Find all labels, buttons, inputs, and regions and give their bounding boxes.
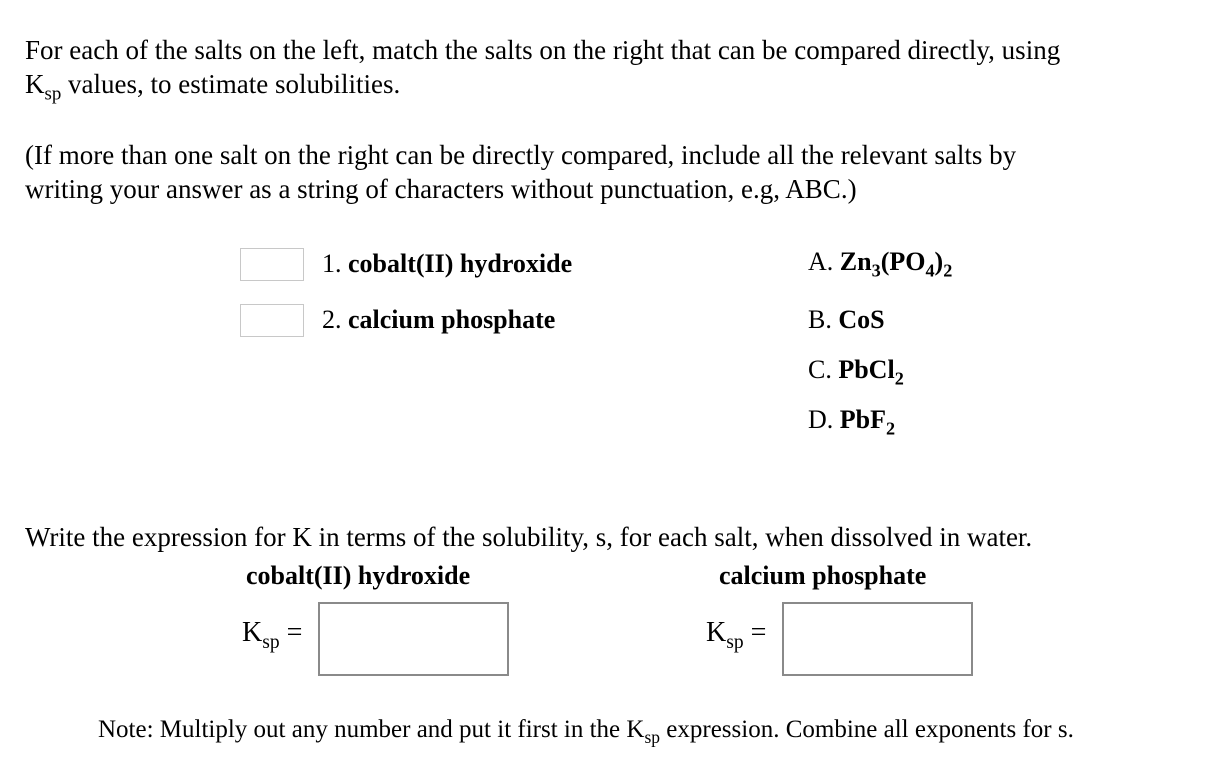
- intro-text: [25, 33, 1061, 105]
- item-number: 2.: [322, 305, 342, 334]
- item-letter: B.: [808, 305, 832, 334]
- salt-header-1: cobalt(II) hydroxide: [246, 561, 471, 590]
- item-letter: D.: [808, 405, 834, 434]
- instruction-text: [25, 138, 1016, 206]
- ksp-k: K: [25, 69, 45, 99]
- instruction-line-1: (If more than one salt on the right can be directly compared, include all the relevant salts by: [25, 140, 1017, 170]
- ksp-k: K: [706, 617, 727, 648]
- ksp-label-1: [242, 617, 303, 653]
- formula-sub: 2: [886, 418, 896, 439]
- formula-sub: 4: [925, 260, 935, 281]
- right-item-d: [808, 405, 896, 439]
- ksp-label-2: [706, 617, 767, 653]
- formula-part: PbCl: [838, 355, 895, 384]
- formula: [838, 355, 904, 389]
- ksp-k: K: [242, 617, 263, 648]
- note-text: Note: Multiply out any number and put it first in the K: [98, 716, 645, 743]
- ksp-sub: sp: [726, 631, 744, 653]
- match-input-2[interactable]: [240, 304, 304, 337]
- formula-sub: 2: [894, 368, 904, 389]
- expression-prompt: Write the expression for K in terms of the solubility, s, for each salt, when dissolved in water.: [25, 522, 1033, 552]
- item-name: cobalt(II) hydroxide: [348, 249, 573, 278]
- formula-part: (PO: [880, 247, 926, 276]
- intro-line-1: For each of the salts on the left, match the salts on the right that can be compared directly, using: [25, 35, 1061, 65]
- ksp-sub: sp: [262, 631, 280, 653]
- item-number: 1.: [322, 249, 342, 278]
- note: [98, 716, 1074, 748]
- formula-sub: 2: [943, 260, 953, 281]
- equals-sign: =: [286, 617, 303, 648]
- right-item-c: [808, 355, 904, 389]
- item-name: calcium phosphate: [348, 305, 556, 334]
- formula-part: ): [934, 247, 944, 276]
- formula-sub: 3: [871, 260, 881, 281]
- formula: [839, 247, 953, 281]
- left-item-2: [322, 305, 555, 335]
- item-letter: A.: [808, 247, 834, 276]
- right-item-a: [808, 247, 953, 281]
- item-letter: C.: [808, 355, 832, 384]
- right-item-b: [808, 305, 885, 335]
- ksp-sub: sp: [644, 727, 661, 748]
- ksp-input-1[interactable]: [318, 602, 509, 676]
- instruction-line-2: writing your answer as a string of characters without punctuation, e.g, ABC.): [25, 174, 857, 204]
- equals-sign: =: [750, 617, 767, 648]
- salt-header-2: calcium phosphate: [719, 561, 927, 590]
- formula: [839, 405, 896, 439]
- ksp-input-2[interactable]: [782, 602, 973, 676]
- match-input-1[interactable]: [240, 248, 304, 281]
- formula-part: PbF: [839, 405, 887, 434]
- intro-line-2: [25, 67, 1060, 105]
- intro-line-2-rest: values, to estimate solubilities.: [61, 69, 401, 99]
- ksp-sub: sp: [44, 83, 62, 105]
- formula: CoS: [838, 305, 885, 334]
- left-item-1: [322, 249, 572, 279]
- formula-part: Zn: [839, 247, 872, 276]
- note-text: expression. Combine all exponents for s.: [660, 716, 1074, 743]
